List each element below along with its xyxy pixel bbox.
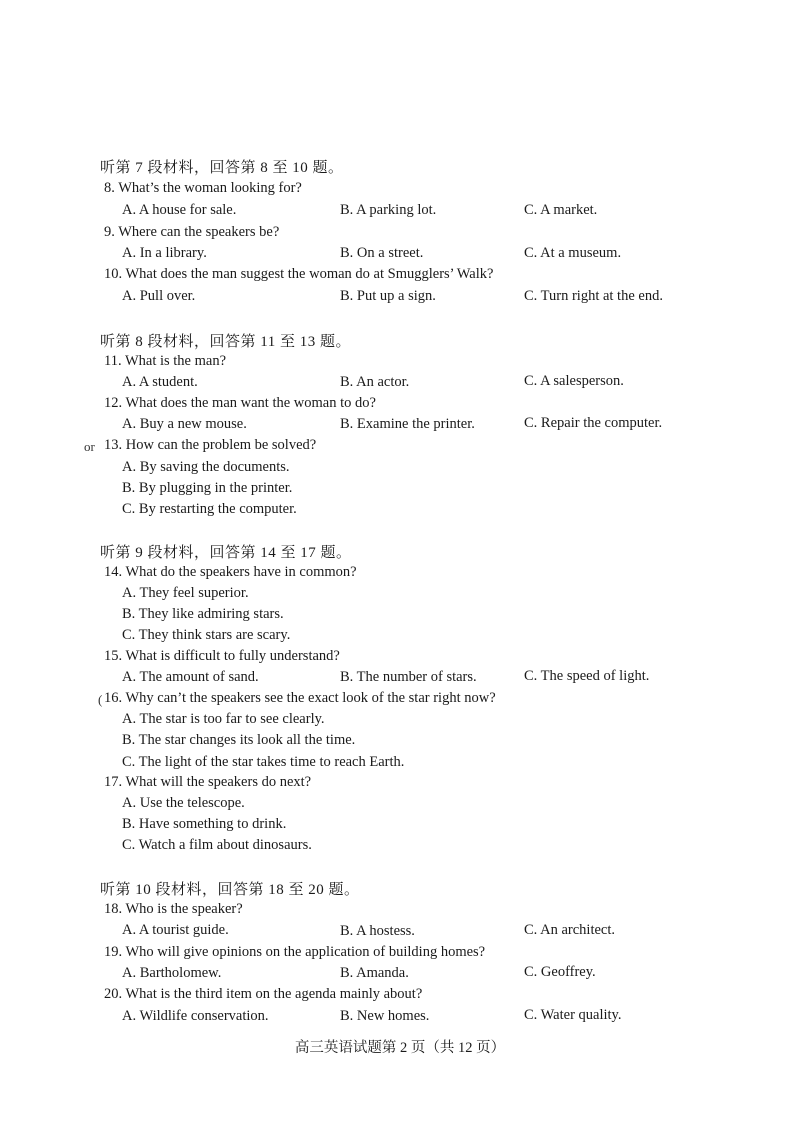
option-12c: C. Repair the computer. bbox=[524, 415, 663, 431]
margin-scribble: ( bbox=[98, 692, 103, 707]
option-12b: B. Examine the printer. bbox=[340, 416, 475, 432]
option-17a: A. Use the telescope. bbox=[122, 795, 245, 811]
option-18b: B. A hostess. bbox=[340, 923, 415, 939]
option-13c: C. By restarting the computer. bbox=[122, 501, 297, 517]
option-19a: A. Bartholomew. bbox=[122, 965, 222, 981]
section-header: 听第 7 段材料，回答第 8 至 10 题。 bbox=[100, 160, 344, 176]
question-11: 11. What is the man? bbox=[104, 353, 227, 369]
option-15b: B. The number of stars. bbox=[340, 669, 477, 685]
option-18a: A. A tourist guide. bbox=[122, 922, 229, 938]
section-header: 听第 9 段材料，回答第 14 至 17 题。 bbox=[100, 545, 352, 561]
option-17c: C. Watch a film about dinosaurs. bbox=[122, 837, 312, 853]
option-13a: A. By saving the documents. bbox=[122, 459, 290, 475]
question-10: 10. What does the man suggest the woman do at Smugglers’ Walk? bbox=[104, 266, 494, 282]
option-14b: B. They like admiring stars. bbox=[122, 606, 284, 622]
option-11a: A. A student. bbox=[122, 374, 198, 390]
option-16a: A. The star is too far to see clearly. bbox=[122, 711, 325, 727]
option-13b: B. By plugging in the printer. bbox=[122, 480, 293, 496]
option-19b: B. Amanda. bbox=[340, 965, 409, 981]
option-15c: C. The speed of light. bbox=[524, 668, 650, 684]
question-14: 14. What do the speakers have in common? bbox=[104, 564, 357, 580]
option-10c: C. Turn right at the end. bbox=[524, 288, 663, 304]
option-10a: A. Pull over. bbox=[122, 288, 196, 304]
option-15a: A. The amount of sand. bbox=[122, 669, 259, 685]
option-10b: B. Put up a sign. bbox=[340, 288, 436, 304]
option-9c: C. At a museum. bbox=[524, 245, 622, 261]
question-17: 17. What will the speakers do next? bbox=[104, 774, 312, 790]
section-header: 听第 8 段材料，回答第 11 至 13 题。 bbox=[100, 334, 351, 350]
option-16c: C. The light of the star takes time to reach Earth. bbox=[122, 754, 405, 770]
option-14c: C. They think stars are scary. bbox=[122, 627, 291, 643]
option-12a: A. Buy a new mouse. bbox=[122, 416, 247, 432]
option-9a: A. In a library. bbox=[122, 245, 207, 261]
option-16b: B. The star changes its look all the time. bbox=[122, 732, 356, 748]
option-18c: C. An architect. bbox=[524, 922, 616, 938]
option-17b: B. Have something to drink. bbox=[122, 816, 287, 832]
question-13: 13. How can the problem be solved? bbox=[104, 437, 317, 453]
option-9b: B. On a street. bbox=[340, 245, 424, 261]
page-footer: 高三英语试题第 2 页（共 12 页） bbox=[294, 1040, 506, 1056]
question-15: 15. What is difficult to fully understand? bbox=[104, 648, 340, 664]
option-14a: A. They feel superior. bbox=[122, 585, 249, 601]
question-9: 9. Where can the speakers be? bbox=[104, 224, 280, 240]
margin-scribble: or bbox=[84, 439, 95, 454]
option-8c: C. A market. bbox=[524, 202, 598, 218]
option-8a: A. A house for sale. bbox=[122, 202, 237, 218]
option-20c: C. Water quality. bbox=[524, 1007, 622, 1023]
section-header: 听第 10 段材料，回答第 18 至 20 题。 bbox=[100, 882, 360, 898]
question-8: 8. What’s the woman looking for? bbox=[104, 180, 302, 196]
question-19: 19. Who will give opinions on the application of building homes? bbox=[104, 944, 486, 960]
option-11b: B. An actor. bbox=[340, 374, 410, 390]
question-12: 12. What does the man want the woman to do? bbox=[104, 395, 376, 411]
option-8b: B. A parking lot. bbox=[340, 202, 437, 218]
question-16: 16. Why can’t the speakers see the exact look of the star right now? bbox=[104, 690, 496, 706]
question-20: 20. What is the third item on the agenda mainly about? bbox=[104, 986, 423, 1002]
option-19c: C. Geoffrey. bbox=[524, 964, 596, 980]
option-20a: A. Wildlife conservation. bbox=[122, 1008, 269, 1024]
option-11c: C. A salesperson. bbox=[524, 373, 624, 389]
option-20b: B. New homes. bbox=[340, 1008, 430, 1024]
question-18: 18. Who is the speaker? bbox=[104, 901, 243, 917]
